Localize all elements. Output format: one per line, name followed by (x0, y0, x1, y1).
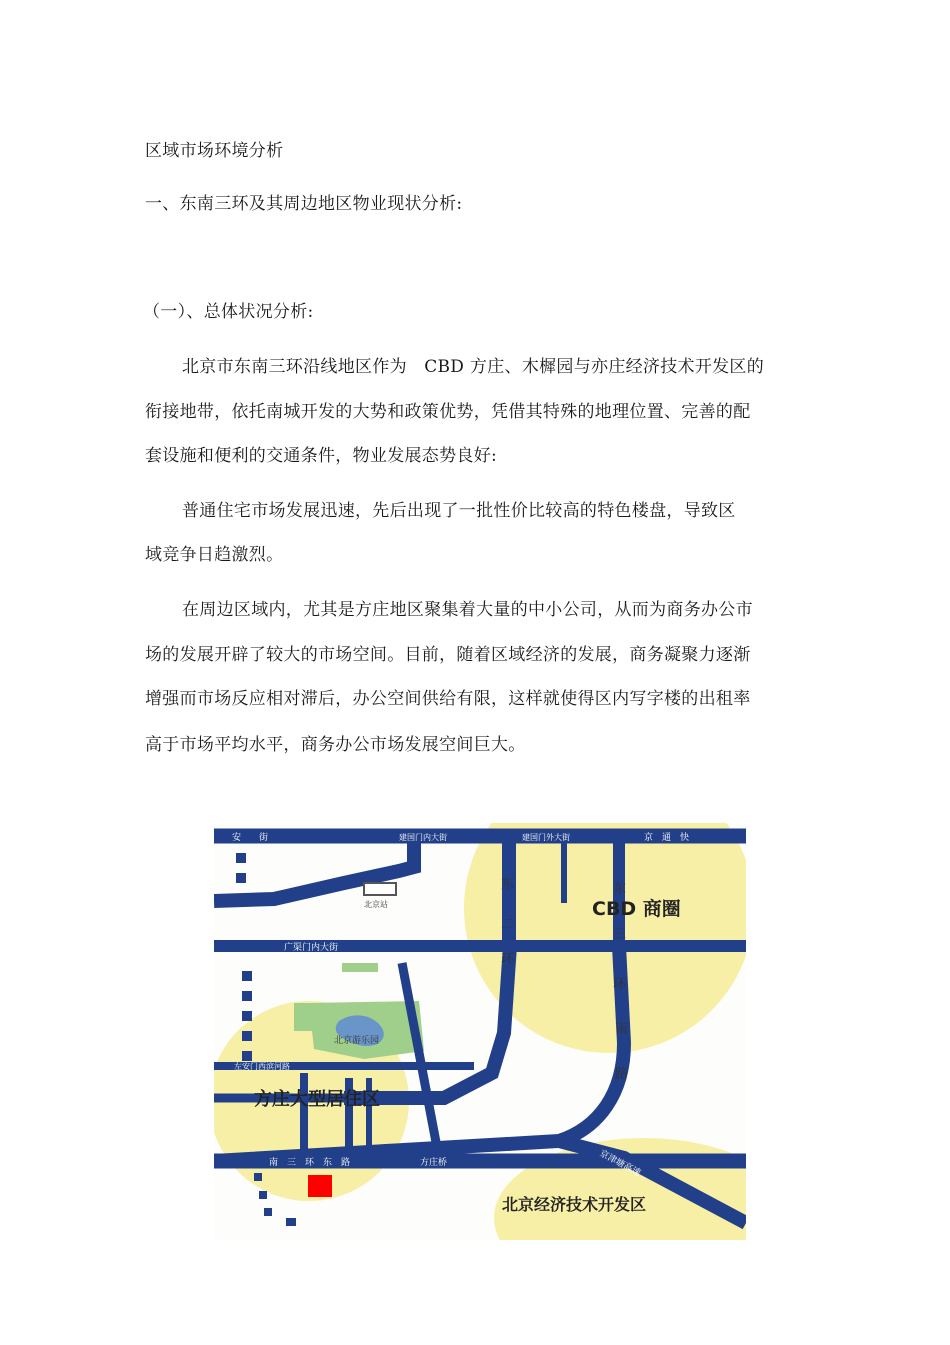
project-location-marker (308, 1175, 332, 1197)
e3-char-4: 南 (615, 1022, 629, 1037)
beijing-station-icon (364, 883, 396, 895)
paragraph-2-line-2: 域竞争日趋激烈。 (145, 545, 284, 565)
e2-char-3: 环 (501, 952, 515, 967)
paragraph-1-line-2: 衔接地带，依托南城开发的大势和政策优势，凭借其特殊的地理位置、完善的配 (145, 402, 751, 422)
paragraph-2-line-1: 普通住宅市场发展迅速，先后出现了一批性价比较高的特色楼盘，导致区 (182, 501, 736, 521)
doc-title: 区域市场环境分析 (145, 141, 284, 161)
road-label-nansanhuan: 南 三 环 东 路 (269, 1158, 351, 1168)
map-svg (214, 823, 746, 1240)
road-label-top-left: 安 街 (232, 833, 269, 843)
road-fangzhuang-north (402, 963, 439, 1158)
label-park: 北京游乐园 (334, 1036, 380, 1046)
paragraph-3-line-1: 在周边区域内，尤其是方庄地区聚集着大量的中小公司，从而为商务办公市 (182, 600, 753, 620)
e3-char-3: 环 (613, 977, 627, 992)
road-label-top-right2: 京 通 快 (644, 833, 690, 843)
paragraph-1-line-3: 套设施和便利的交通条件，物业发展态势良好: (145, 446, 498, 466)
e2-char-1: 东 (501, 877, 515, 892)
paragraph-1-line-1: 北京市东南三环沿线地区作为 CBD 方庄、木樨园与亦庄经济技术开发区的 (182, 357, 765, 377)
cbd-zone-label: CBD 商圈 (592, 898, 681, 920)
park-label-box (294, 1003, 312, 1031)
road-label-top-right1: 建国门外大街 (522, 833, 570, 842)
road-label-top-mid: 建国门内大街 (399, 833, 447, 842)
road-label-fangzhuangqiao: 方庄桥 (420, 1158, 448, 1168)
paragraph-3-line-3: 增强而市场反应相对滞后，办公空间供给有限，这样就使得区内写字楼的出租率 (145, 689, 751, 709)
label-beijingzhan: 北京站 (364, 900, 388, 909)
section-heading: 一、东南三环及其周边地区物业现状分析: (145, 194, 463, 214)
subsection-heading: （一）、总体状况分析: (143, 302, 314, 322)
e3-char-1: 东 (613, 882, 627, 897)
road-label-guangqumen: 广渠门内大街 (284, 943, 339, 953)
paragraph-3-line-2: 场的发展开辟了较大的市场空间。目前，随着区域经济的发展，商务凝聚力逐渐 (145, 645, 751, 665)
green-label-box (342, 963, 378, 972)
fangzhuang-zone-label: 方庄大型居住区 (254, 1089, 380, 1110)
paragraph-3-line-4: 高于市场平均水平，商务办公市场发展空间巨大。 (145, 735, 526, 755)
location-map (214, 823, 746, 1240)
e3-char-2: 三 (613, 927, 627, 942)
e3-char-5: 路 (615, 1067, 629, 1082)
road-label-zuoanmen: 左安门西滨河路 (234, 1062, 290, 1071)
road-label-jingjin: 京津塘高速 (597, 1148, 643, 1179)
east-2nd-ring-labels (501, 877, 515, 967)
e2-char-2: 二 (501, 917, 515, 932)
etdz-zone-label: 北京经济技术开发区 (502, 1195, 647, 1214)
